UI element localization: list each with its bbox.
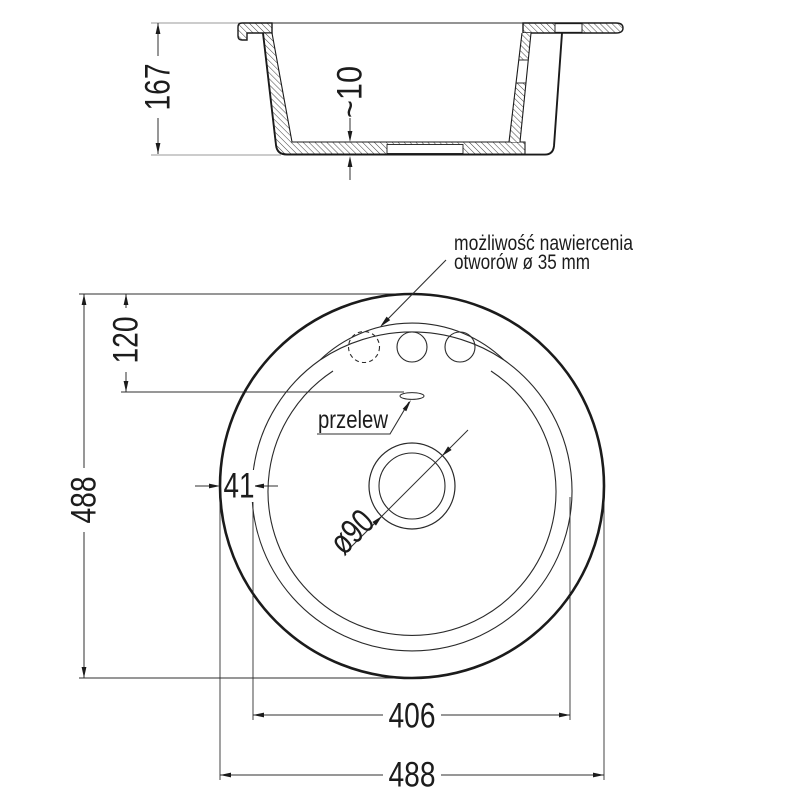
arrow-right-icon	[593, 773, 604, 778]
deck-edge-lower-arc	[320, 323, 504, 360]
arrow-up-icon	[156, 23, 161, 34]
deck-edge-upper-arc	[320, 332, 504, 360]
arrow-right-icon	[209, 484, 220, 489]
bowl-width-label: 406	[388, 696, 436, 736]
arrow-down-icon	[156, 143, 161, 154]
basin-wall-section	[263, 33, 525, 154]
faucet-hole-center	[397, 332, 427, 362]
arrow-up-icon	[82, 294, 87, 305]
arrow-down-icon	[348, 131, 353, 142]
drain-diameter-label: ø90	[321, 491, 393, 563]
arrow-leader-icon	[403, 400, 411, 411]
arrow-up-icon	[348, 156, 353, 167]
overflow-slot-section	[555, 24, 582, 33]
bottom-thickness-label: ~10	[330, 58, 370, 118]
deck-offset-label: 120	[106, 305, 146, 364]
overflow-slot-plan	[400, 393, 424, 400]
bowl-rim-arc	[252, 360, 572, 651]
plan-view	[65, 232, 634, 795]
arrow-down-icon	[124, 381, 129, 392]
drill-note-leader-line	[382, 260, 446, 325]
bowl-step-arc	[268, 371, 556, 635]
faucet-hole-right	[445, 332, 475, 362]
faucet-hole-optional-dashed	[349, 332, 380, 363]
drill-note-line2: otworów ø 35 mm	[454, 251, 590, 274]
rim-width-label: 41	[223, 466, 255, 506]
drain-recess	[387, 145, 463, 154]
section-view	[139, 23, 624, 180]
overflow-label: przelew	[318, 406, 389, 434]
arrow-right-icon	[559, 713, 570, 718]
arrow-left-icon	[220, 773, 231, 778]
arrow-left-icon	[253, 713, 264, 718]
arrow-up-icon	[124, 294, 129, 305]
arrow-down-icon	[82, 667, 87, 678]
depth-dimension-label: 167	[138, 52, 178, 111]
diameter-vertical-label: 488	[64, 465, 104, 524]
diameter-horizontal-label: 488	[388, 755, 436, 795]
drill-note-line1: możliwość nawiercenia	[454, 232, 634, 255]
